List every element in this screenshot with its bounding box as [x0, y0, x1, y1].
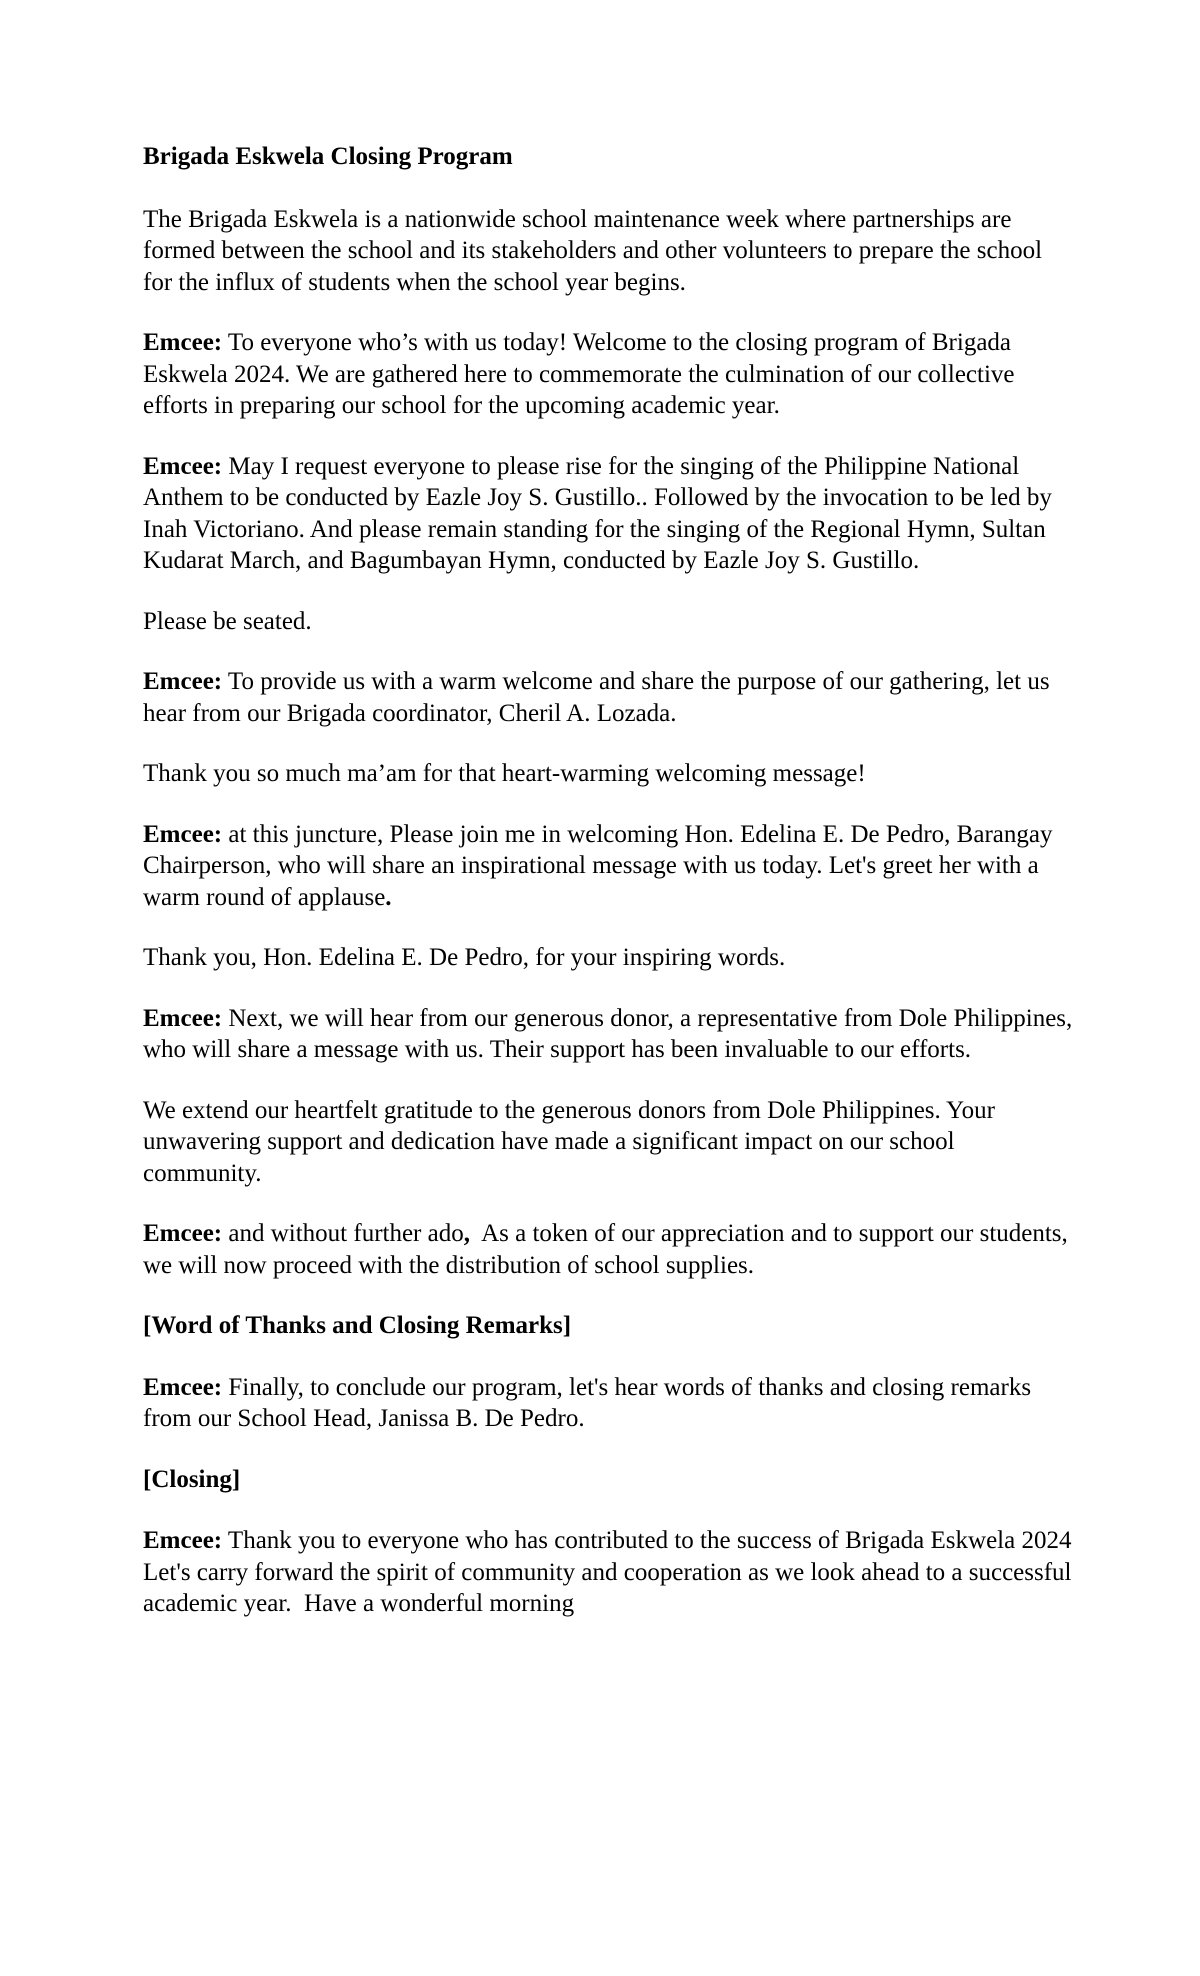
welcome-text: To everyone who’s with us today! Welcome to the closing program of Brigada Eskwela 2024. We are gathered here to commemorate the culmination of our collective efforts in preparing our school for the upcoming academic year. — [143, 329, 1015, 419]
thanks-chairperson-text: Thank you, Hon. Edelina E. De Pedro, for your inspiring words. — [143, 944, 786, 971]
supplies-paragraph — [143, 1218, 1073, 1281]
anthem-text: May I request everyone to please rise for the singing of the Philippine National Anthem to be conducted by Eazle Joy S. Gustillo.. Followed by the invocation to be led by Inah Victoriano. And please remain standing for the singing of the Regional Hymn, Sultan Kudarat March, and Bagumbayan Hymn, conducted by Eazle Joy S. Gustillo. — [143, 452, 1052, 574]
speaker-label: Emcee: — [143, 452, 223, 480]
speaker-label: Emcee: — [143, 1220, 223, 1247]
welcome-paragraph — [143, 327, 1073, 422]
speaker-label: Emcee: — [143, 1527, 223, 1554]
intro-paragraph — [143, 204, 1073, 299]
chairperson-period: . — [385, 883, 392, 911]
thanks-coordinator-text: Thank you so much ma’am for that heart-warming welcoming message! — [143, 760, 866, 787]
chairperson-text: at this juncture, Please join me in welcoming Hon. Edelina E. De Pedro, Barangay Chairperson, who will share an inspirational message with us today. Let's greet her with a warm round of applause — [143, 820, 1053, 911]
gratitude-text: We extend our heartfelt gratitude to the generous donors from Dole Philippines. Your unwavering support and dedication have made a significant impact on our school community. — [143, 1096, 995, 1187]
coordinator-text: To provide us with a warm welcome and share the purpose of our gathering, let us hear from our Brigada coordinator, Cheril A. Lozada. — [143, 668, 1050, 727]
chairperson-paragraph — [143, 819, 1073, 914]
final-paragraph — [143, 1525, 1078, 1620]
final-text: Thank you to everyone who has contributed to the success of Brigada Eskwela 2024 Let's carry forward the spirit of community and cooperation as we look ahead to a successful academic year. Have a wonderful morning — [143, 1527, 1078, 1617]
speaker-label: Emcee: — [143, 329, 223, 356]
thanks-chairperson-paragraph — [143, 942, 1073, 974]
document-title: Brigada Eskwela Closing Program — [143, 143, 513, 170]
speaker-label: Emcee: — [143, 1373, 223, 1401]
supplies-text-a: and without further ado — [222, 1220, 464, 1247]
gratitude-paragraph — [143, 1095, 1073, 1190]
speaker-label: Emcee: — [143, 820, 223, 848]
coordinator-paragraph — [143, 666, 1073, 729]
closing-remarks-paragraph — [143, 1372, 1073, 1435]
thanks-coordinator-paragraph — [143, 758, 1073, 790]
heading-closing: [Closing] — [143, 1465, 241, 1493]
document-body — [143, 141, 1078, 1649]
intro-text: The Brigada Eskwela is a nationwide school maintenance week where partnerships are formed between the school and its stakeholders and other volunteers to prepare the school for the influx of students when the school year begins. — [143, 205, 1043, 296]
closing-remarks-text: Finally, to conclude our program, let's hear words of thanks and closing remarks from our School Head, Janissa B. De Pedro. — [143, 1373, 1032, 1432]
supplies-comma: , — [463, 1220, 470, 1247]
supplies-text-b: As a token of our appreciation and to support our students, we will now proceed with the distribution of school supplies. — [143, 1220, 1075, 1279]
seated-text: Please be seated. — [143, 607, 312, 635]
donor-paragraph — [143, 1003, 1073, 1066]
speaker-label: Emcee: — [143, 1004, 223, 1032]
anthem-paragraph — [143, 451, 1073, 577]
donor-text: Next, we will hear from our generous donor, a representative from Dole Philippines, who will share a message with us. Their support has been invaluable to our efforts. — [143, 1004, 1073, 1063]
speaker-label: Emcee: — [143, 668, 223, 695]
heading-thanks-closing-remarks: [Word of Thanks and Closing Remarks] — [143, 1312, 572, 1339]
seated-paragraph — [143, 606, 1073, 638]
